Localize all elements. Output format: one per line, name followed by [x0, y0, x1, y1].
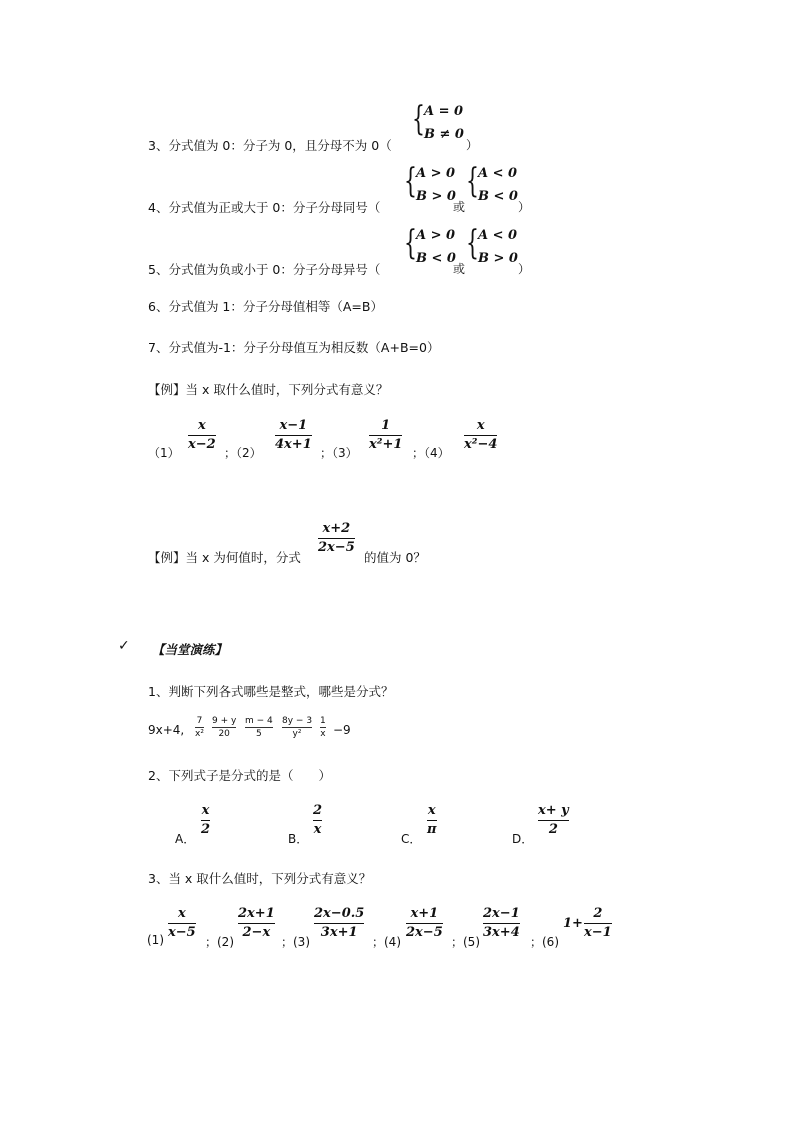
case: A > 0	[416, 228, 456, 243]
question-2: 2、下列式子是分式的是（ ）	[148, 768, 331, 783]
example-2-suffix: 的值为 0？	[364, 550, 426, 565]
numerator: 2x+1	[238, 906, 275, 921]
q3-label-5: ；(5)	[451, 935, 480, 949]
q1-fraction-2	[212, 716, 236, 739]
q3-label-2: ；(2)	[205, 935, 234, 949]
denominator: 2−x	[242, 925, 271, 940]
option-b-fraction	[313, 803, 322, 837]
q3-fraction-3	[314, 906, 364, 940]
case: B > 0	[416, 189, 456, 204]
rule-4-close: ）	[518, 200, 531, 214]
denominator: π	[427, 822, 437, 837]
numerator: 1	[381, 418, 391, 433]
case: B < 0	[416, 251, 456, 266]
practice-header: 【当堂演练】	[152, 642, 228, 657]
numerator: 2	[593, 906, 603, 921]
q3-fraction-4	[406, 906, 443, 940]
option-d-fraction	[538, 803, 569, 837]
q1-tail: −9	[333, 723, 351, 737]
option-a-fraction	[201, 803, 210, 837]
numerator: 7	[196, 716, 203, 726]
fraction-4	[464, 418, 497, 452]
case-a-zero: A = 0	[424, 104, 464, 119]
rule-3-close: ）	[466, 138, 479, 152]
q1-fraction-5	[320, 716, 326, 739]
case: B > 0	[478, 251, 518, 266]
numerator: 9 + y	[212, 716, 237, 726]
fraction-2	[275, 418, 312, 452]
or-label: 或	[453, 262, 466, 276]
brace-icon: {	[466, 223, 479, 263]
rule-5-close: ）	[518, 262, 531, 276]
denominator: x	[320, 729, 326, 739]
denominator: x−5	[168, 925, 196, 940]
rule-6-text: 6、分式值为 1：分子分母值相等（A=B）	[148, 299, 383, 314]
option-c-label: C．	[401, 832, 422, 846]
denominator: x²−4	[464, 437, 498, 452]
denominator: 20	[218, 729, 230, 739]
q3-fraction-6	[584, 906, 612, 940]
q3-label-6: ；(6)	[530, 935, 559, 949]
numerator: x	[476, 418, 485, 433]
q3-6-prefix: 1+	[563, 916, 583, 931]
rule-4-cases-2	[478, 162, 518, 208]
case: A > 0	[416, 166, 456, 181]
label-4: ；（4）	[412, 446, 450, 460]
rule-4-cases-1	[416, 162, 456, 208]
case: A < 0	[478, 228, 518, 243]
example-2-prompt: 【例】当 x 为何值时，分式	[148, 550, 301, 565]
case: B < 0	[478, 189, 518, 204]
checkmark-icon: ✓	[118, 638, 130, 654]
rule-3-text: 3、分式值为 0：分子为 0，且分母不为 0（	[148, 138, 392, 153]
numerator: x−1	[279, 418, 308, 433]
rule-3-cases	[424, 100, 464, 146]
denominator: y²	[292, 729, 302, 739]
question-3: 3、当 x 取什么值时，下列分式有意义？	[148, 871, 372, 886]
brace-icon: {	[404, 223, 417, 263]
denominator: x−1	[584, 925, 612, 940]
q3-fraction-1	[168, 906, 196, 940]
q3-fraction-2	[238, 906, 275, 940]
option-b-label: B．	[288, 832, 309, 846]
fraction-1	[188, 418, 216, 452]
denominator: x²+1	[369, 437, 403, 452]
rule-4-text: 4、分式值为正或大于 0：分子分母同号（	[148, 200, 381, 215]
numerator: 2	[313, 803, 323, 818]
numerator: m − 4	[245, 716, 273, 726]
q3-label-3: ；(3)	[281, 935, 310, 949]
denominator: x−2	[188, 437, 216, 452]
numerator: 2x−1	[483, 906, 520, 921]
numerator: x+ y	[538, 803, 569, 818]
label-1: （1）	[148, 446, 180, 460]
denominator: x²	[195, 729, 204, 739]
numerator: x	[177, 906, 186, 921]
denominator: 3x+4	[483, 925, 520, 940]
denominator: 2	[201, 822, 211, 837]
q1-fraction-4	[282, 716, 312, 739]
denominator: 5	[256, 729, 262, 739]
denominator: 3x+1	[320, 925, 358, 940]
option-d-label: D．	[512, 832, 534, 846]
numerator: 1	[320, 716, 326, 726]
or-label: 或	[453, 200, 466, 214]
example-1-prompt: 【例】当 x 取什么值时，下列分式有意义？	[148, 382, 389, 397]
option-c-fraction	[427, 803, 437, 837]
brace-icon: {	[404, 161, 417, 201]
q1-fraction-3	[245, 716, 273, 739]
q3-label-1: (1)	[147, 933, 164, 947]
option-a-label: A．	[175, 832, 196, 846]
rule-5-text: 5、分式值为负或小于 0：分子分母异号（	[148, 262, 381, 277]
rule-7-text: 7、分式值为-1：分子分母值互为相反数（A+B=0）	[148, 340, 440, 355]
numerator: x	[197, 418, 206, 433]
denominator: 2	[548, 822, 558, 837]
numerator: x	[201, 803, 210, 818]
q1-expr-start: 9x+4,	[148, 723, 185, 737]
rule-5-cases-2	[478, 224, 518, 270]
fraction-example-2	[318, 521, 355, 555]
case: A < 0	[478, 166, 518, 181]
q3-fraction-5	[483, 906, 520, 940]
denominator: x	[313, 822, 322, 837]
numerator: x+1	[410, 906, 439, 921]
question-1: 1、判断下列各式哪些是整式，哪些是分式？	[148, 684, 394, 699]
denominator: 2x−5	[406, 925, 443, 940]
q1-fraction-1	[195, 716, 204, 739]
denominator: 2x−5	[318, 540, 355, 555]
label-2: ；（2）	[224, 446, 262, 460]
rule-5-cases-1	[416, 224, 456, 270]
label-3: ；（3）	[320, 446, 358, 460]
case-b-nonzero: B ≠ 0	[424, 127, 464, 142]
denominator: 4x+1	[275, 437, 312, 452]
fraction-3	[369, 418, 402, 452]
brace-icon: {	[466, 161, 479, 201]
brace-icon: {	[412, 99, 425, 139]
numerator: 8y − 3	[282, 716, 313, 726]
numerator: x	[427, 803, 436, 818]
numerator: x+2	[322, 521, 351, 536]
numerator: 2x−0.5	[314, 906, 365, 921]
q3-label-4: ；(4)	[372, 935, 401, 949]
